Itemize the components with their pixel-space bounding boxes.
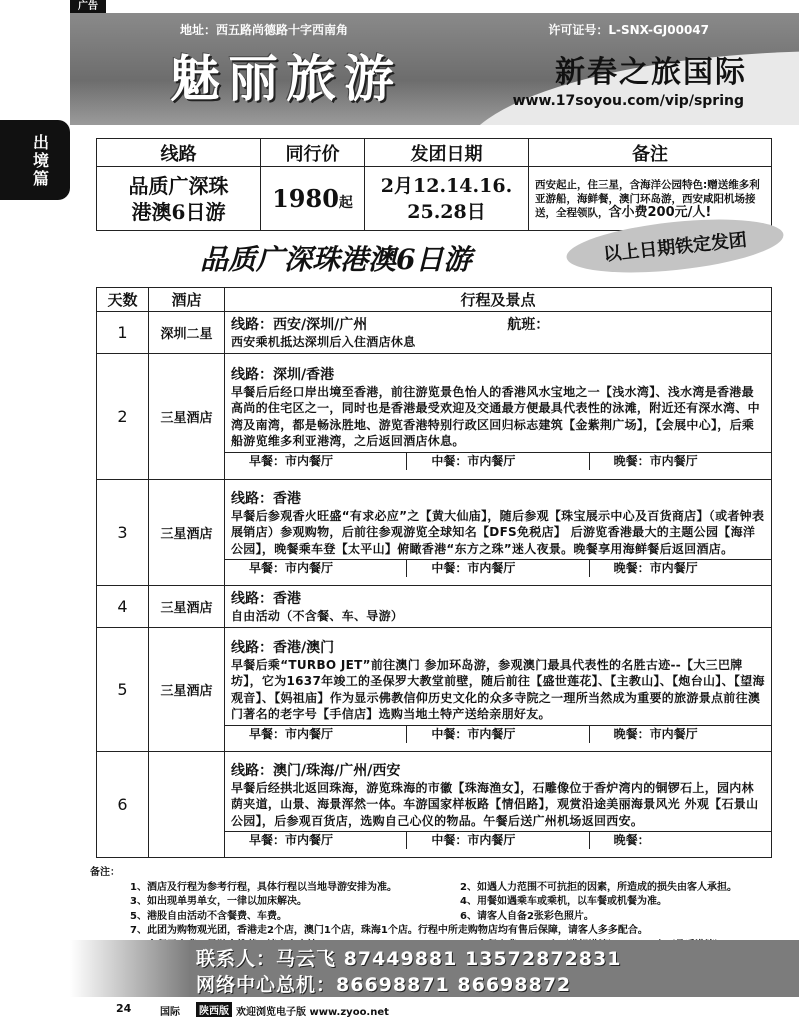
- summary-header-note: 备注: [529, 139, 772, 167]
- hotel: 三星酒店: [149, 628, 225, 752]
- meal-dinner: 晚餐：市内餐厅: [589, 560, 771, 577]
- note-item: 5、港股自由活动不含餐费、车费。: [130, 910, 287, 922]
- meals-row: [225, 559, 771, 577]
- day-description: 西安乘机抵达深圳后入住酒店休息: [231, 335, 416, 350]
- day-description: 早餐后后经口岸出境至香港，前往游览景色怡人的香港风水宝地之一【浅水湾】、浅水湾是香港最高尚的住宅区之一，同时也是香港最受欢迎及交通最方便最具代表性的泳滩，附近还有深水湾、中湾及南湾，都是畅泳胜地、游览香港特别行政区回归标志建筑【金紫荆广场】，【会展中心】，后乘船游览维多利亚港湾，之后返回酒店休息。: [231, 384, 760, 448]
- day-description: 早餐后经拱北返回珠海，游览珠海的市徽【珠海渔女】，石雕像位于香炉湾内的铜锣石上，园内林荫夹道，山景、海景浑然一体。车游国家样板路【情侣路】，观赏沿途美丽海景风光 外观【石景山公园】，后参观百货店，选购自己心仪的物品。午餐后送广州机场返回西安。: [231, 780, 759, 828]
- summary-header-price: 同行价: [261, 139, 365, 167]
- summary-route-line: 品质广深珠: [128, 173, 229, 198]
- section-tab-label: 出境篇: [32, 133, 49, 188]
- note-row: [90, 910, 790, 925]
- summary-table: [96, 138, 772, 231]
- route-line: 线路：香港/澳门: [231, 639, 335, 656]
- day-detail: [225, 586, 772, 628]
- price-suffix: 起: [338, 195, 353, 211]
- note-text: 西安起止，住三星，含海洋公园特色:赠送维多利亚游船，海鲜餐，澳门环岛游，西安咸阳机场接送，全程领队，: [535, 178, 760, 219]
- footer-section: 国际: [160, 1007, 180, 1017]
- meals-row: [225, 725, 771, 743]
- notes-lead: 备注：: [90, 867, 120, 878]
- hotel: 三星酒店: [149, 586, 225, 628]
- route-text: 线路：西安/深圳/广州: [231, 317, 368, 334]
- day-detail: [225, 752, 772, 858]
- hotel: [149, 752, 225, 858]
- summary-route: [97, 167, 261, 231]
- summary-price: [261, 167, 365, 231]
- route-line: 线路：澳门/珠海/广州/西安: [231, 762, 401, 779]
- meal-lunch: 中餐：市内餐厅: [406, 726, 588, 743]
- meal-lunch: 中餐：市内餐厅: [406, 832, 588, 849]
- header-banner: [70, 13, 799, 125]
- meal-lunch: 中餐：市内餐厅: [406, 453, 588, 470]
- price-value: 1980: [272, 184, 339, 213]
- day-number: 6: [97, 752, 149, 858]
- page-title: 品质广深珠港澳6日游: [200, 243, 472, 276]
- route-line: [231, 316, 765, 334]
- brand-logo: 魅丽旅游: [170, 49, 402, 108]
- itinerary-header-detail: 行程及景点: [225, 288, 772, 312]
- note-row: [90, 881, 790, 896]
- meal-breakfast: 早餐：市内餐厅: [249, 833, 334, 848]
- hotel: 深圳二星: [149, 312, 225, 354]
- route-line: 线路：香港: [231, 591, 301, 608]
- section-tab: [0, 120, 70, 200]
- date-line: 2月12.14.16.: [380, 174, 513, 197]
- meal-dinner: 晚餐：: [589, 832, 771, 849]
- meal-breakfast: 早餐：市内餐厅: [249, 561, 334, 576]
- contact-hotline: 网络中心总机：86698871 86698872: [196, 974, 572, 996]
- license-number: 许可证号：L-SNX-GJ00047: [548, 23, 709, 37]
- ad-label: 广告: [70, 0, 106, 14]
- contact-bar: [190, 940, 799, 997]
- note-item: 2、如遇人力范围不可抗拒的因素，所造成的损失由客人承担。: [460, 881, 737, 893]
- meals-row: [225, 452, 771, 470]
- itinerary-header-day: 天数: [97, 288, 149, 312]
- day-number: 5: [97, 628, 149, 752]
- itinerary-row: [97, 586, 772, 628]
- itinerary-row: [97, 752, 772, 858]
- meal-lunch: 中餐：市内餐厅: [406, 560, 588, 577]
- day-detail: [225, 354, 772, 480]
- meals-row: [225, 831, 771, 849]
- itinerary-row: [97, 628, 772, 752]
- stamp-text: 以上日期铁定发团: [602, 229, 748, 266]
- contact-fade: [70, 940, 190, 997]
- day-detail: [225, 312, 772, 354]
- meal-breakfast: 早餐：市内餐厅: [249, 453, 334, 468]
- summary-header-route: 线路: [97, 139, 261, 167]
- meal-dinner: 晚餐：市内餐厅: [589, 726, 771, 743]
- date-line: 25.28日: [407, 200, 486, 223]
- note-item: 1、酒店及行程为参考行程，具体行程以当地导游安排为准。: [130, 881, 397, 893]
- day-detail: [225, 480, 772, 586]
- day-description: 早餐后乘“TURBO JET”前往澳门 参加环岛游，参观澳门最具代表性的名胜古迹--【大三巴牌坊】，它为1637年竣工的圣保罗大教堂前壁，随后前往【盛世莲花】、【主教山】、【炮台山】、【望海观音】、【妈祖庙】作为显示佛教信仰历史文化的众多寺院之一理所当然成为重要的旅游景点前往澳门著名的老字号【手信店】选购当地土特产送给亲朋好友。: [231, 657, 765, 721]
- website-link[interactable]: www.17soyou.com/vip/spring: [512, 93, 744, 109]
- contact-person: 联系人：马云飞 87449881 13572872831: [196, 948, 622, 970]
- edition-badge: 陕西版: [196, 1002, 232, 1017]
- meal-dinner: 晚餐：市内餐厅: [589, 453, 771, 470]
- address: 地址：西五路尚德路十字西南角: [180, 23, 349, 37]
- note-emphasis: 含小费200元/人!: [608, 204, 712, 220]
- day-number: 3: [97, 480, 149, 586]
- day-description: 早餐后参观香火旺盛“有求必应”之【黄大仙庙】，随后参观【珠宝展示中心及百货商店】（或者钟表展销店）参观购物，后前往参观游览全球知名【DFS免税店】 后游览香港最大的主题公园【海洋公园】，晚餐乘车登【太平山】俯瞰香港“东方之珠”迷人夜景。晚餐享用海鲜餐后返回酒店。: [231, 508, 765, 556]
- hotel: 三星酒店: [149, 480, 225, 586]
- summary-dates: [365, 167, 529, 231]
- flight-label: 航班：: [507, 317, 550, 334]
- footer-slogan[interactable]: 欢迎浏览电子版 www.zyoo.net: [236, 1007, 389, 1017]
- itinerary-row: [97, 480, 772, 586]
- summary-route-line: 港澳6日游: [131, 199, 226, 224]
- brand-subtitle: 新春之旅国际: [555, 55, 747, 90]
- day-detail: [225, 628, 772, 752]
- day-number: 2: [97, 354, 149, 480]
- itinerary-row: [97, 354, 772, 480]
- route-line: 线路：深圳/香港: [231, 366, 335, 383]
- itinerary-table: [96, 287, 772, 858]
- note-item: 4、用餐如遇乘车或乘机，以车餐或机餐为准。: [460, 896, 667, 907]
- note-item: 3、如出现单男单女，一律以加床解决。: [130, 896, 307, 907]
- page-number: 24: [116, 1002, 132, 1015]
- day-number: 1: [97, 312, 149, 354]
- note-item: 7、此团为购物观光团，香港走2个店，澳门1个店，珠海1个店。行程中所走购物店均有售后保障，请客人多多配合。: [130, 925, 648, 936]
- route-line: 线路：香港: [231, 490, 301, 507]
- page-footer: [70, 1000, 799, 1017]
- day-number: 4: [97, 586, 149, 628]
- meal-breakfast: 早餐：市内餐厅: [249, 726, 334, 741]
- note-item: 6、请客人自备2张彩色照片。: [460, 910, 594, 922]
- itinerary-header-hotel: 酒店: [149, 288, 225, 312]
- day-description: 自由活动（不含餐、车、导游）: [231, 609, 404, 624]
- hotel: 三星酒店: [149, 354, 225, 480]
- summary-header-date: 发团日期: [365, 139, 529, 167]
- itinerary-row: [97, 312, 772, 354]
- note-row: [90, 895, 790, 910]
